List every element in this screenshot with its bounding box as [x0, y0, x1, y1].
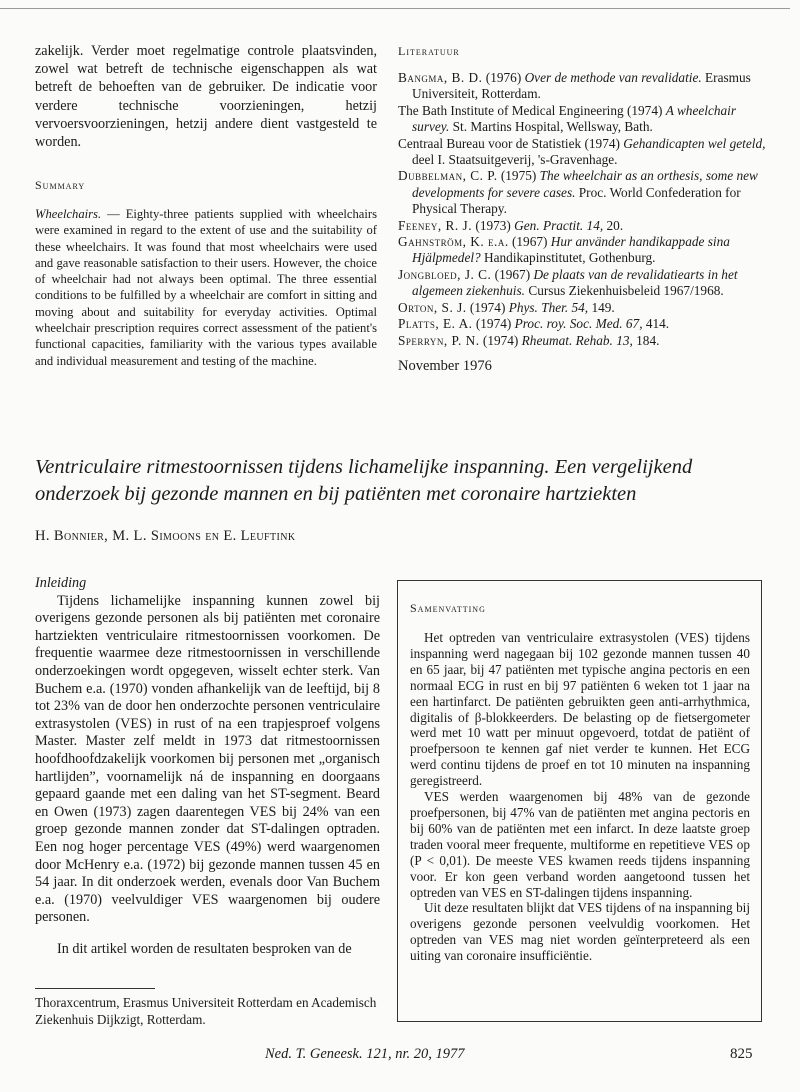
reference-item: Gahnström, K. e.a. (1967) Hur använder handikappade sina Hjälpmedel? Handikapinstitutet, Gothenburg. [398, 234, 730, 266]
summary-block [35, 206, 377, 369]
reference-item: Bangma, B. D. (1976) Over de methode van revalidatie. Erasmus Universiteit, Rotterdam. [398, 70, 751, 102]
summary-heading: Summary [35, 178, 86, 192]
footnote-rule [35, 988, 155, 989]
reference-item: Orton, S. J. (1974) Phys. Ther. 54, 149. [398, 299, 615, 315]
reference-item: Sperryn, P. N. (1974) Rheumat. Rehab. 13, 184. [398, 332, 660, 348]
reference-item: The Bath Institute of Medical Engineering (1974) A wheelchair survey. St. Martins Hospital, Wellsway, Bath. [398, 102, 737, 135]
author-line: H. Bonnier, M. L. Simoons en E. Leuftink [35, 528, 296, 544]
reference-list [398, 70, 770, 349]
reference-item: Dubbelman, C. P. (1975) The wheelchair as an orthesis, some new developments for severe cases. Proc. World Confederation for Physical Therapy. [398, 168, 758, 217]
summary-paragraph [35, 206, 377, 369]
samenvatting-heading: Samenvatting [410, 601, 486, 615]
page-number: 825 [730, 1046, 753, 1062]
reference-item: Platts, E. A. (1974) Proc. roy. Soc. Med. 67, 414. [398, 316, 670, 332]
top-rule [0, 8, 790, 9]
introduction-paragraph-2: In dit artikel worden de resultaten besproken van de [57, 940, 352, 957]
continued-paragraph: zakelijk. Verder moet regelmatige controle plaatsvinden, zowel wat betreft de technische eigenschappen als wat betreft de behoeften van de gebruiker. De indicatie voor verdere technische voorzieningen, hetzij vervoersvoorzieningen, hetzij andere dient vastgesteld te worden. [35, 43, 377, 151]
introduction-block [35, 575, 380, 958]
continued-text-block [35, 42, 377, 151]
reference-item: Jongbloed, J. C. (1967) De plaats van de revalidatiearts in het algemeen ziekenhuis. Cursus Ziekenhuisbeleid 1967/1968. [398, 266, 738, 299]
reference-item: Centraal Bureau voor de Statistiek (1974) Gehandicapten wel geteld, deel I. Staatsuitgeverij, 's-Gravenhage. [398, 135, 766, 168]
summary-text: — Eighty-three patients supplied with wheelchairs were examined in regard to the extent of use and the suitability of these wheelchairs. It was found that most wheelchairs were used and gave reasonable satisfaction to their users. However, the choice of wheelchair had not always been optimal. The three essential conditions to be fulfilled by a wheelchair are comfort in sitting and moving about and suitability for everyday activities. Optimal wheelchair prescription requires correct assessment of the patient's functional capacities, familiarity with the various types available and individual measurement and testing of the machine. [35, 207, 377, 368]
literature-heading: Literatuur [398, 44, 460, 58]
affiliation-footnote: Thoraxcentrum, Erasmus Universiteit Rotterdam en Academisch Ziekenhuis Dijkzigt, Rotterdam. [35, 995, 377, 1027]
samenvatting-paragraph-2: VES werden waargenomen bij 48% van de gezonde proefpersonen, bij 47% van de patiënten met angina pectoris en bij 60% van de patiënten met een infarct. In deze laatste groep traden vooral meer frequente, multiforme en repetitieve VES op (P < 0,01). De meeste VES kwamen reeds tijdens inspanning voor. Er kon geen verband worden aangetoond tussen het optreden van VES en ST-dalingen tijdens inspanning. [410, 789, 750, 900]
samenvatting-paragraph-1: Het optreden van ventriculaire extrasystolen (VES) tijdens inspanning werd nagegaan bij 102 gezonde mannen tussen 40 en 65 jaar, bij 47 patiënten met typische angina pectoris en een normaal ECG in rust en bij 97 patiënten 6 weken tot 1 jaar na een hartinfarct. De patiënten gebruikten geen anti-arrhythmica, digitalis of β-blokkeerders. De belasting op de fietsergometer werd met 10 watt per minuut opgevoerd, totdat de patiënt of proefpersoon te kennen gaf niet verder te kunnen. Het ECG werd continu tijdens de proef en tot 10 minuten na inspanning geregistreerd. [410, 630, 750, 789]
journal-citation: Ned. T. Geneesk. 121, nr. 20, 1977 [265, 1046, 465, 1062]
samenvatting-block [410, 630, 750, 964]
samenvatting-paragraph-3: Uit deze resultaten blijkt dat VES tijdens of na inspanning bij overigens gezonde personen veelvuldig voorkomen. Het optreden van VES mag niet worden geïnterpreteerd als een uiting van coronaire insufficiëntie. [410, 900, 750, 964]
article-title: Ventriculaire ritmestoornissen tijdens lichamelijke inspanning. Een vergelijkend onderzoek bij gezonde mannen en bij patiënten met coronaire hartziekten [35, 456, 693, 505]
article-date: November 1976 [398, 358, 492, 374]
introduction-paragraph: Tijdens lichamelijke inspanning kunnen zowel bij overigens gezonde personen als bij patiënten met coronaire hartziekten ventriculaire ritmestoornissen voorkomen. De frequentie waarmee deze ritmestoornissen in verschillende onderzoekingen wordt opgegeven, wisselt echter sterk. Van Buchem e.a. (1970) vonden afhankelijk van de leeftijd, bij 8 tot 23% van de door hen onderzochte personen ventriculaire extrasystolen (VES) in rust of na een trapjesproef volgens Master. Master zelf meldt in 1973 dat ritmestoornissen hoofdhoofdzakelijk voorkomen bij personen met „organisch hartlijden”, voornamelijk ná de inspanning en doorgaans gepaard gaande met een daling van het ST-segment. Beard en Owen (1973) zagen daarentegen VES bij 24% van een groep gezonde mannen zonder dat ST-dalingen optraden. Een nog hoger percentage VES (49%) werd waargenomen door McHenry e.a. (1972) bij gezonde mannen tussen 45 en 54 jaar. In dit onderzoek werden, evenals door Van Buchem e.a. (1970) veelvuldiger VES waargenomen bij oudere personen. [35, 592, 380, 926]
summary-lead: Wheelchairs. [35, 207, 102, 221]
reference-item: Feeney, R. J. (1973) Gen. Practit. 14, 20. [398, 217, 624, 233]
introduction-heading: Inleiding [35, 575, 87, 591]
